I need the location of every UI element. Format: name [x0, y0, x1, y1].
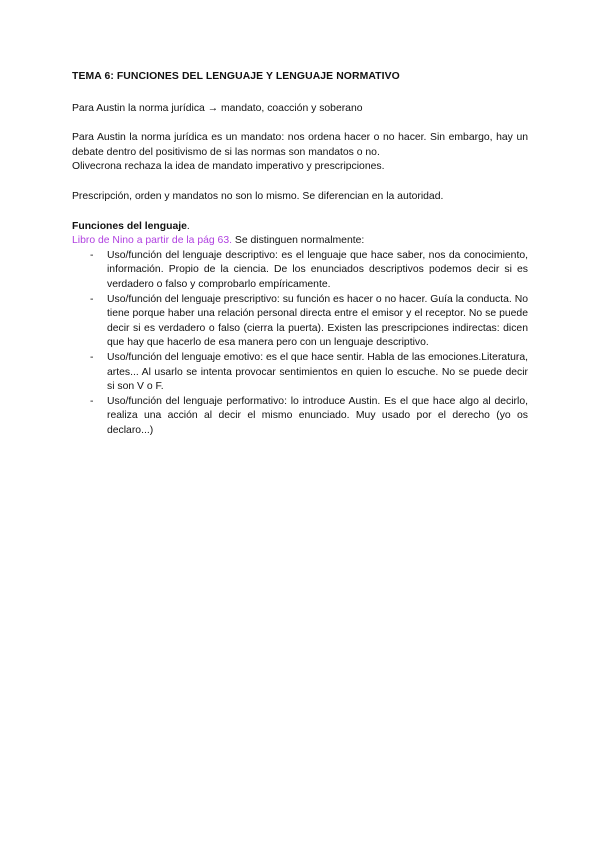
paragraph-austin-mandato: Para Austin la norma jurídica es un mandato: nos ordena hacer o no hacer. Sin embargo, hay un debate dentro del positivismo de si las normas son mandatos o no. [72, 132, 528, 158]
section-heading-suffix: . [186, 220, 190, 232]
bullet-dash: - [90, 249, 94, 261]
reference-line [72, 234, 528, 249]
list-item-descriptivo [72, 249, 528, 293]
list-item-text: Uso/función del lenguaje prescriptivo: su función es hacer o no hacer. Guía la conducta. No tiene porque haber una relación personal directa entre el emisor y el receptor. No se puede decir si es verdadero o falso (cierra la puerta). Existen las prescripciones indirectas: dicen que hay que hacerlo de esa manera pero con un lenguaje descriptivo. [107, 293, 528, 349]
section-heading: Funciones del lenguaje [72, 220, 187, 232]
list-item-emotivo [72, 351, 528, 395]
list-item-text: Uso/función del lenguaje emotivo: es el que hace sentir. Habla de las emociones.Literatura, artes... Al usarlo se intenta provocar sentimientos en quien lo escuche. No se puede decir si son V o F. [107, 351, 528, 393]
functions-list [72, 249, 528, 439]
reference-suffix: Se distinguen normalmente: [232, 235, 365, 247]
paragraph-olivecrona: Olivecrona rechaza la idea de mandato imperativo y prescripciones. [72, 161, 385, 173]
bullet-dash: - [90, 293, 94, 305]
book-reference: Libro de Nino a partir de la pág 63. [72, 235, 233, 247]
list-item-performativo [72, 395, 528, 439]
paragraph-austin-summary: Para Austin la norma jurídica → mandato, coacción y soberano [72, 102, 363, 114]
bullet-dash: - [90, 351, 94, 363]
list-item-prescriptivo [72, 293, 528, 351]
paragraph-prescripcion: Prescripción, orden y mandatos no son lo mismo. Se diferencian en la autoridad. [72, 190, 444, 202]
list-item-text: Uso/función del lenguaje descriptivo: es el lenguaje que hace saber, nos da conocimiento, información. Propio de la ciencia. De los enunciados descriptivos podemos decir si es verdadero o falso y comprobarlo empíricamente. [107, 249, 528, 290]
document-page [72, 70, 528, 438]
section-heading-line [72, 220, 528, 235]
list-item-text: Uso/función del lenguaje performativo: lo introduce Austin. Es el que hace algo al decirlo, realiza una acción al decir el mismo enunciado. Muy usado por el derecho (yo os declaro...) [107, 395, 528, 436]
document-title: TEMA 6: FUNCIONES DEL LENGUAJE Y LENGUAJE NORMATIVO [72, 71, 400, 82]
bullet-dash: - [90, 395, 94, 407]
